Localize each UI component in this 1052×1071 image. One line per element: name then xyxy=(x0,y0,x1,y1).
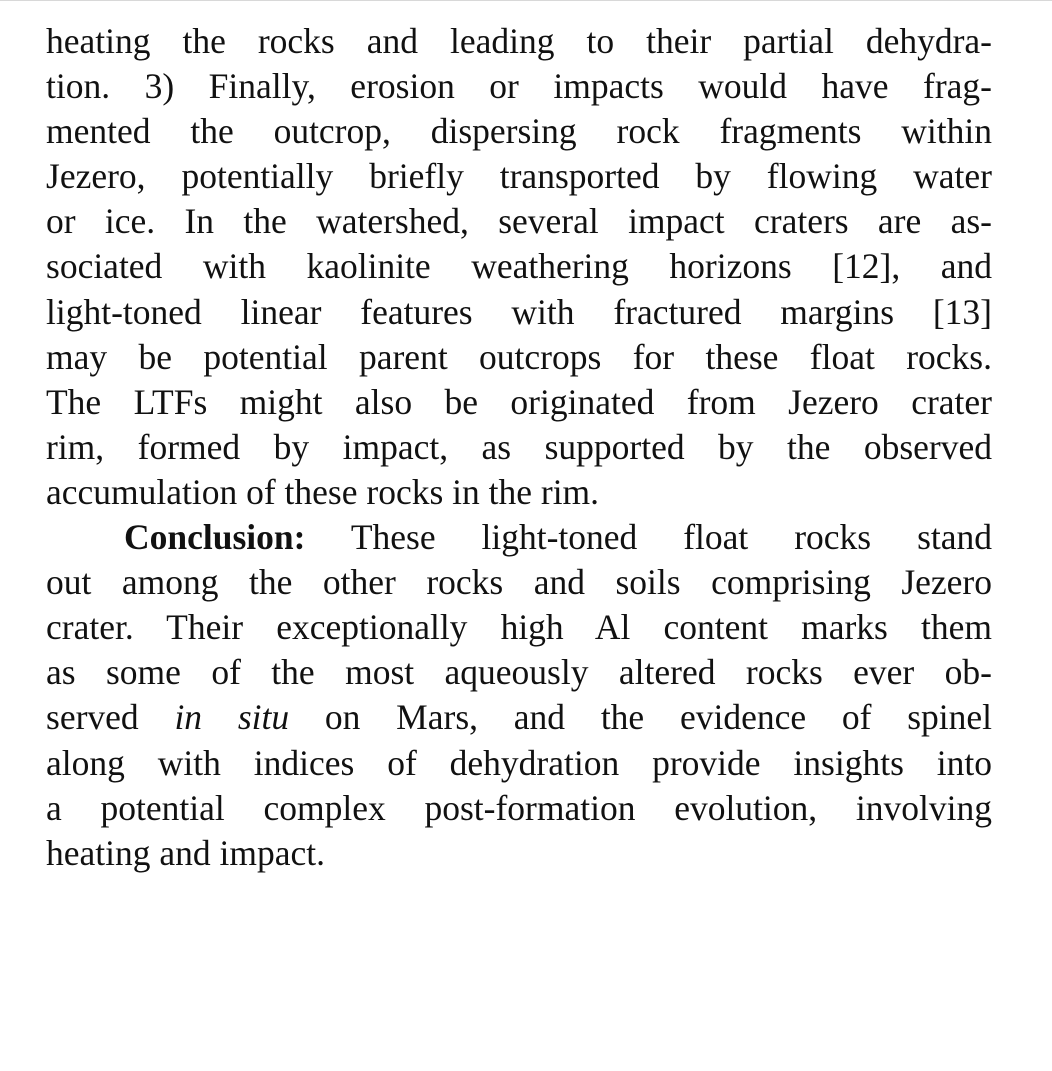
text-column xyxy=(46,19,992,876)
text-line: tion. 3) Finally, erosion or impacts would have frag- xyxy=(46,66,992,107)
text-line: mented the outcrop, dispersing rock fragments within xyxy=(46,111,992,152)
italic-term: in situ xyxy=(174,697,290,738)
text-line: may be potential parent outcrops for these float rocks. xyxy=(46,336,992,377)
paragraph-conclusion xyxy=(46,515,992,876)
text-line: light-toned linear features with fractured margins [13] xyxy=(46,291,992,332)
text-line: a potential complex post-formation evolution, involving xyxy=(46,787,992,828)
paragraph-discussion xyxy=(46,19,992,515)
conclusion-heading: Conclusion: xyxy=(124,517,306,558)
text-fragment: served xyxy=(46,697,139,738)
text-fragment: on Mars, and the evidence of spinel xyxy=(324,697,993,738)
text-line: The LTFs might also be originated from Jezero crater xyxy=(46,381,992,422)
text-line: Jezero, potentially briefly transported by flowing water xyxy=(46,156,992,197)
text-line: out among the other rocks and soils comprising Jezero xyxy=(46,562,992,603)
text-line: rim, formed by impact, as supported by the observed xyxy=(46,426,992,467)
text-line: heating and impact. xyxy=(46,832,325,873)
text-line xyxy=(46,695,992,740)
text-line: crater. Their exceptionally high Al content marks them xyxy=(46,607,992,648)
text-line: heating the rocks and leading to their partial dehydra- xyxy=(46,21,992,61)
text-line: accumulation of these rocks in the rim. xyxy=(46,471,600,512)
text-line: or ice. In the watershed, several impact craters are as- xyxy=(46,201,992,242)
text-line: along with indices of dehydration provide insights into xyxy=(46,742,992,783)
text-line: as some of the most aqueously altered rocks ever ob- xyxy=(46,652,992,693)
text-fragment: These light-toned float rocks stand xyxy=(350,517,993,558)
text-line xyxy=(46,515,992,560)
text-line: sociated with kaolinite weathering horizons [12], and xyxy=(46,246,992,287)
